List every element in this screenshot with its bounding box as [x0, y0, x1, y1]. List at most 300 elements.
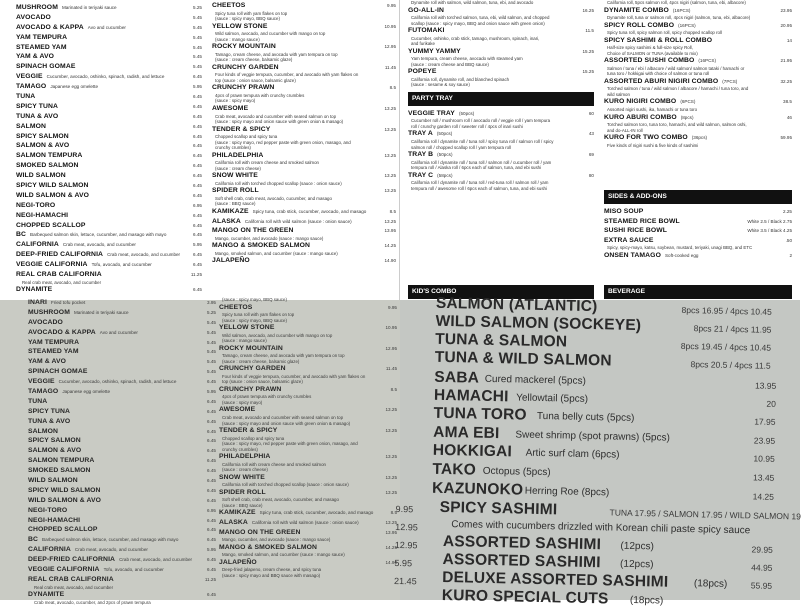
sashimi-name: HOKKIGAI	[432, 441, 513, 461]
item-name: SPINACH GOMAE	[16, 63, 76, 71]
menu-row	[16, 161, 202, 171]
item-price: 20.95	[780, 22, 792, 28]
item-name: WILD SALMON & AVO	[28, 496, 102, 504]
item-name: KURO NIGIRI COMBO	[604, 98, 677, 106]
sashimi-price: 8pcs 20.5 / 4pcs 11.5	[690, 359, 771, 371]
item-name: SALMON TEMPURA	[16, 152, 83, 160]
menu-item	[212, 208, 396, 217]
item-desc: California roll with wild salmon (sauce : onion sauce)	[251, 520, 359, 526]
item-sub-line: Mango, smoked salmon, and cucumber (sauce : mango sauce)	[215, 250, 338, 256]
item-head	[408, 130, 594, 139]
item-price: 15.25	[582, 69, 594, 75]
item-sub-line: and do-ALL-IN roll	[607, 127, 643, 133]
item-sub-line: Spicy tuna roll, spicy salmon roll, spicy chopped scallop roll	[607, 30, 722, 36]
item-desc: Soft-cooked egg	[664, 252, 699, 258]
item-name: WILD SALMON & AVO	[16, 191, 90, 199]
item-sub-line: California roll / dynamite roll / tuna roll / red-tuna roll / salmon roll / yam	[411, 180, 549, 186]
item-head	[212, 64, 396, 73]
item-name: BC	[28, 536, 39, 544]
item-sub-line: California roll, 5pcs salmon roll, 4pcs nigiri (salmon, tuna, ebi, albacore)	[607, 0, 746, 5]
item-name: SPICY SALMON	[16, 132, 69, 140]
menu-item	[212, 172, 396, 186]
item-sub-line: Assorted nigiri sushi, ika, hamachi or tuna toro	[607, 107, 698, 113]
item-name: REAL CRAB CALIFORNIA	[28, 575, 114, 583]
sashimi-price: 13.95	[754, 380, 777, 391]
item-price: 6.45	[207, 517, 216, 523]
item-name: CHEETOS	[219, 303, 253, 311]
item-sub-line: Five kinds of nigiri sushi & five kinds of sashimi	[607, 142, 699, 148]
menu-item	[219, 345, 397, 365]
item-name: TAMAGO	[28, 388, 59, 396]
item-price: 5.45	[193, 14, 202, 20]
sashimi-price: 55.95	[750, 580, 773, 591]
menu-item	[219, 544, 397, 558]
item-name: SNOW WHITE	[219, 473, 265, 481]
menu-row	[28, 590, 216, 600]
item-price: 13.25	[384, 188, 396, 194]
item-qty: (7PCS)	[722, 78, 738, 84]
menu-item	[212, 218, 396, 227]
menu-item	[604, 227, 792, 236]
item-head	[408, 68, 594, 77]
item-name: KAMIKAZE	[212, 207, 249, 215]
item-name: CRUNCHY PRAWN	[219, 385, 282, 393]
item-price: 5.45	[193, 24, 202, 30]
item-name: INARI	[28, 299, 48, 306]
edge-price: 12.95	[394, 539, 418, 551]
item-name: EXTRA SAUCE	[604, 236, 654, 244]
item-desc: Spicy tuna, crab stick, cucumber, avocado, and masago	[259, 510, 374, 516]
item-name: TUNA	[28, 397, 48, 405]
item-name: SALMON	[16, 122, 47, 130]
item-name: SPIDER ROLL	[219, 488, 266, 496]
menu-row	[28, 298, 216, 308]
menu-row	[28, 436, 216, 446]
item-head	[219, 406, 397, 415]
item-price: 11.45	[385, 366, 397, 372]
item-price: 60	[588, 110, 594, 116]
item-qty: (8pcs)	[680, 114, 694, 120]
sashimi-desc: (18pcs)	[629, 594, 664, 607]
item-name: MUSHROOM	[28, 308, 70, 316]
item-name: SPICY ROLL COMBO	[604, 21, 675, 29]
sashimi-list	[394, 294, 801, 608]
item-sub-line: Half-size spicy sashimi & full-size spicy Roll,	[607, 45, 693, 51]
menu-row	[28, 328, 216, 338]
item-price: 6.45	[207, 537, 216, 543]
edge-price: 9.95	[395, 503, 414, 515]
menu-item	[604, 114, 792, 134]
menu-item	[212, 152, 396, 172]
menu-row	[28, 427, 216, 437]
sashimi-price: TUNA 17.95 / SALMON 17.95 / WILD SALMON 19	[609, 507, 801, 522]
item-desc: Marinated in teriyaki sauce	[73, 309, 129, 315]
item-price: 13.25	[384, 218, 396, 224]
item-name: MANGO & SMOKED SALMON	[219, 543, 318, 551]
menu-item	[219, 474, 397, 488]
menu-row	[28, 516, 216, 526]
menu-item	[219, 365, 397, 385]
menu-row	[28, 308, 216, 318]
sashimi-name: TAKO	[432, 460, 477, 479]
menu-item	[604, 37, 792, 57]
item-price: 69	[588, 152, 594, 158]
menu-row	[28, 387, 216, 397]
item-price: White 3.5 / Black 4.25	[747, 228, 792, 234]
item-sub-line: Mango, cucumber, and avocado (sauce : mango sauce)	[215, 235, 324, 241]
item-price: 8.5	[390, 510, 397, 516]
item-name: ASSORTED SUSHI COMBO	[604, 57, 695, 65]
item-sub-line: roll / crunchy garden roll / sweeter roll / 4pcs of inari sushi	[411, 123, 523, 129]
item-name: SALMON TEMPURA	[28, 457, 95, 465]
item-name: YAM TEMPURA	[28, 338, 80, 346]
item-price: 13.25	[385, 520, 397, 526]
item-name: CRUNCHY GARDEN	[212, 63, 279, 71]
item-price: 13.25	[384, 152, 396, 158]
item-sub-line: tuna toro / hokkigai with choice of salmon or tuna roll	[607, 71, 710, 77]
item-sub-line: (sauce : cream cheese, balsamic glaze)	[215, 57, 293, 63]
menu-item	[408, 27, 594, 47]
menu-item	[604, 98, 792, 112]
item-name: SMOKED SALMON	[28, 467, 91, 475]
item-price: 5.95	[207, 389, 216, 395]
item-sub-line: California roll with torched chopped scallop (sauce : onion sauce)	[222, 482, 349, 488]
item-sub-line: California roll, dynamite roll, and blanched spinach	[411, 76, 510, 82]
item-sub-line: Mango, cucumber, and avocado (sauce : mango sauce)	[222, 537, 331, 543]
item-sub-line: Deep-fried jalapeno, cream cheese, and spicy tuna	[222, 567, 322, 573]
item-name: SNOW WHITE	[212, 172, 258, 180]
item-price: 6.45	[207, 468, 216, 474]
item-price: 6.45	[193, 183, 202, 189]
item-name: DYNAMITE	[16, 286, 53, 294]
item-price: 13.25	[384, 173, 396, 179]
item-desc: Crab meat, avocado, and cucumber	[107, 252, 181, 258]
item-sub-line: Yam tempura, cream cheese, avocado with steamed yam	[411, 56, 523, 62]
sashimi-desc: (12pcs)	[620, 540, 654, 553]
item-sub-line: 4pcs of prawn tempura with crunchy crumbles	[222, 394, 312, 400]
item-name: SUSHI RICE BOWL	[604, 227, 668, 235]
item-name: VEGGIE TRAY	[408, 109, 455, 117]
item-desc: Japanese egg omelette	[50, 84, 99, 90]
item-price: 3.95	[207, 300, 216, 305]
menu-item	[219, 406, 397, 426]
item-sub-line: (sauce : cream cheese and BBQ sauce)	[411, 61, 489, 67]
item-price: 5.25	[193, 5, 202, 10]
item-price: 6.45	[193, 143, 202, 149]
item-price: 32.25	[780, 78, 792, 84]
menu-item	[219, 519, 397, 528]
item-head	[212, 2, 396, 11]
item-sub-line: (sauce : spicy mayo, BBQ sauce)	[215, 16, 280, 22]
sashimi-desc: Octopus (5pcs)	[482, 465, 551, 479]
item-name: CHOPPED SCALLOP	[28, 526, 98, 534]
item-price: 10.95	[385, 325, 397, 331]
item-price: 6.45	[207, 557, 216, 563]
item-name: MANGO ON THE GREEN	[219, 528, 301, 536]
item-head	[212, 242, 396, 251]
item-sub-line: Mango, smoked salmon, and cucumber (sauce : mango sauce)	[222, 552, 345, 558]
item-name: TRAY A	[408, 130, 433, 138]
item-name: CRUNCHY PRAWN	[212, 84, 275, 92]
item-head	[219, 453, 397, 462]
menu-row	[28, 377, 216, 387]
menu-item	[408, 151, 594, 171]
menu-row	[16, 260, 202, 270]
item-desc: Cucumber, avocado, oshinko, spinach, radish, and lettuce	[46, 74, 165, 80]
item-name: AWESOME	[219, 406, 256, 414]
item-name: TRAY B	[408, 151, 434, 159]
item-desc: Spicy tuna, crab stick, cucumber, avocado, and masago	[252, 208, 367, 214]
item-sub-line: (sauce : cream cheese)	[222, 467, 268, 473]
item-sub-line: Spicy tuna roll with yam flakes on top	[222, 312, 295, 318]
sashimi-price: 44.95	[751, 562, 773, 573]
item-name: VEGGIE CALIFORNIA	[16, 261, 88, 269]
sashimi-name: ASSORTED SASHIMI	[442, 550, 601, 572]
item-name: WILD SALMON	[16, 172, 66, 180]
menu-row	[28, 486, 216, 496]
item-head	[219, 345, 397, 354]
menu-row	[28, 318, 216, 328]
menu-item	[219, 297, 397, 303]
item-name: SALMON & AVO	[28, 447, 82, 455]
item-name: TUNA & AVO	[28, 417, 71, 425]
menu-row	[16, 122, 202, 132]
item-name: MANGO ON THE GREEN	[212, 227, 294, 235]
item-name: PHILADELPHIA	[219, 453, 271, 461]
menu-row	[28, 417, 216, 427]
item-name: ALASKA	[219, 519, 248, 527]
item-name: KAMIKAZE	[219, 509, 256, 517]
maki-list-left	[16, 3, 202, 295]
item-head	[219, 529, 397, 538]
item-sub-line: Wild salmon, avocado, and cucumber with mango on top	[215, 31, 326, 37]
item-name: ASSORTED ABURI NIGIRI COMBO	[604, 77, 719, 85]
item-head	[604, 22, 792, 31]
item-price: 5.25	[207, 309, 216, 315]
item-name: AVOCADO & KAPPA	[28, 328, 96, 336]
menu-item	[408, 7, 594, 27]
item-sub-line: tempura roll / Alaska roll / 6pcs each of salmon, tuna, and ebi sushi	[411, 165, 542, 171]
menu-item	[604, 237, 792, 251]
item-price: 15.25	[582, 48, 594, 54]
item-name: WILD SALMON	[28, 477, 78, 485]
item-price: 11.25	[204, 576, 216, 582]
item-price: .50	[785, 237, 792, 243]
menu-row	[28, 506, 216, 516]
menu-row	[28, 466, 216, 476]
edge-price: 21.45	[394, 575, 417, 587]
sashimi-menu-photo	[394, 294, 801, 608]
menu-row	[16, 181, 202, 191]
item-sub-line: Crab meat, avocado and cucumber with seared salmon on top	[215, 113, 337, 119]
item-sub-line: crunchy crumbles)	[215, 145, 251, 151]
menu-row	[16, 151, 202, 161]
item-desc: Japanese egg omelette	[62, 389, 111, 395]
menu-item	[408, 130, 594, 150]
menu-item	[212, 187, 396, 207]
item-price: White 2.5 / Black 2.75	[747, 218, 792, 224]
menu-row	[16, 171, 202, 181]
item-price: 5.45	[193, 64, 202, 70]
menu-row	[28, 397, 216, 407]
sashimi-name: WILD SALMON (SOCKEYE)	[435, 312, 642, 335]
item-head	[604, 252, 792, 261]
item-price: 6.45	[207, 478, 216, 484]
item-head	[604, 237, 792, 246]
item-head	[604, 7, 792, 16]
item-price: 13.25	[385, 407, 397, 413]
item-sub-line: Chopped scallop and spicy tuna	[222, 435, 285, 441]
item-price: 6.45	[207, 428, 216, 434]
menu-item	[604, 208, 792, 217]
item-head	[408, 7, 594, 16]
menu-row	[16, 250, 202, 260]
sashimi-name: KAZUNOKO	[431, 479, 524, 499]
item-head	[212, 187, 396, 196]
item-price: 6.45	[207, 408, 216, 414]
sashimi-price: 8pcs 16.95 / 4pcs 10.45	[681, 304, 772, 317]
menu-row	[16, 270, 202, 280]
item-name: YELLOW STONE	[212, 22, 268, 30]
menu-row	[16, 13, 202, 23]
item-name: SPICY SALMON	[28, 437, 81, 445]
item-head	[212, 152, 396, 161]
item-price: 5.45	[207, 339, 216, 345]
sashimi-desc: Artic surf clam (6pcs)	[525, 447, 620, 461]
item-qty: (6PCS)	[680, 99, 696, 105]
item-sub-line: (sauce : BBQ sauce)	[215, 201, 256, 207]
item-price: 12.95	[385, 345, 397, 351]
menu-item	[219, 509, 397, 518]
sashimi-price: 13.45	[752, 472, 775, 483]
menu-row	[16, 240, 202, 250]
item-price: 6.45	[207, 448, 216, 454]
item-sub-line: top (sauce : onion sauce, balsamic glaze)	[222, 379, 303, 385]
item-price: 6.95	[193, 202, 202, 208]
item-desc: Crab meat, avocado, and cucumber	[119, 557, 193, 563]
item-price: 21.95	[780, 58, 792, 64]
item-price: 13.25	[384, 105, 396, 111]
item-sub-line: (sauce : sesame & soy sauce)	[411, 82, 470, 88]
rolls-continued	[408, 0, 594, 88]
item-sub-line: Four kinds of veggie tempura, cucumber, and avocado with yam flakes on	[215, 72, 359, 78]
item-name: CALIFORNIA	[28, 546, 71, 554]
item-name: BC	[16, 231, 27, 239]
item-name: DEEP-FRIED CALIFORNIA	[28, 556, 116, 564]
item-desc: Cucumber, avocado, oshinko, spinach, radish, and lettuce	[58, 379, 177, 385]
item-price: 14	[786, 37, 792, 43]
special-rolls-list	[212, 2, 396, 267]
item-sub-line: 4pcs of prawn tempura with crunchy crumbles	[215, 92, 305, 98]
sashimi-name: ASSORTED SASHIMI	[442, 532, 602, 554]
item-sub: Crab meat, avocado, cucumber, and 2pcs of prawn tempura	[34, 600, 151, 606]
item-sub-line: California roll with torched chopped scallop (sauce : onion sauce)	[215, 180, 342, 186]
menu-row	[16, 33, 202, 43]
item-sub-line: Salmon / tuna / ebi / albacore / wild salmon/ salmon tataki / hamachi or	[607, 65, 745, 71]
item-sub-line: salmon roll / chopped scallop roll / yam tempura roll	[411, 144, 512, 150]
menu-item	[219, 559, 397, 579]
menu-row	[16, 92, 202, 102]
item-price: 8.5	[390, 386, 397, 392]
menu-row	[28, 545, 216, 555]
sides-header: SIDES & ADD-ONS	[604, 190, 792, 204]
item-sub-line: Four kinds of veggie tempura, cucumber, and avocado with yam flakes on	[222, 373, 366, 379]
item-head	[212, 218, 396, 227]
menu-row	[16, 102, 202, 112]
item-name: SPINACH GOMAE	[28, 368, 88, 376]
item-name: DYNAMITE COMBO	[604, 6, 669, 14]
item-head	[212, 84, 396, 93]
item-sub-line: Soft shell crab, crab meat, avocado, cucumber, and masago	[215, 195, 332, 201]
item-name: KURO ABURI COMBO	[604, 113, 677, 121]
item-sub-line: (sauce : spicy mayo, BBQ sauce)	[222, 317, 287, 323]
item-price: 6.45	[193, 262, 202, 268]
item-head	[212, 23, 396, 32]
item-price: 11.45	[384, 64, 396, 70]
sashimi-price: 14.25	[752, 491, 775, 502]
item-head	[219, 544, 397, 553]
menu-item	[604, 252, 792, 261]
item-name: YAM & AVO	[16, 53, 55, 61]
item-sub-line: (sauce : cream cheese, balsamic glaze)	[222, 358, 300, 364]
item-name: NEGI-TORO	[28, 506, 68, 514]
item-price: 6.45	[207, 418, 216, 424]
menu-row	[28, 347, 216, 357]
item-sub-line: top (sauce : onion sauce, balsamic glaze)	[215, 77, 296, 83]
item-name: SPICY SASHIMI & ROLL COMBO	[604, 36, 713, 44]
item-price: 6.45	[193, 252, 202, 258]
menu-row	[16, 211, 202, 221]
item-sub-line: and furikake	[411, 41, 435, 47]
item-price: 6.45	[193, 192, 202, 198]
item-sub-line: crunchy crumbles)	[222, 446, 258, 452]
menu-row	[16, 141, 202, 151]
item-sub-line: wild salmon	[607, 91, 630, 97]
item-head	[408, 151, 594, 160]
item-price: 5.45	[207, 359, 216, 365]
item-head	[219, 304, 397, 313]
item-name: MANGO & SMOKED SALMON	[212, 242, 311, 250]
sashimi-name: SALMON (ATLANTIC)	[435, 294, 598, 316]
item-sub-line: Chopped scallop and spicy tuna	[215, 134, 278, 140]
item-desc: California roll with wild salmon (sauce : onion sauce)	[244, 218, 352, 224]
sashimi-name: TUNA & WILD SALMON	[434, 348, 612, 370]
item-head	[604, 37, 792, 46]
item-name: AVOCADO & KAPPA	[16, 23, 84, 31]
item-sub-line: California roll with torched salmon, tuna, ebi, wild salmon, and chopped	[411, 15, 550, 21]
menu-row	[28, 555, 216, 565]
sashimi-desc: (12pcs)	[619, 558, 654, 571]
item-name: FUTOMAKI	[408, 27, 445, 35]
item-sub-line: Soft shell crab, crab meat, avocado, cucumber, and masago	[222, 497, 339, 503]
item-qty: (16PCS)	[678, 22, 696, 28]
item-sub-line: (sauce : spicy mayo, BBQ sauce)	[222, 297, 287, 302]
menu-item	[219, 427, 397, 452]
item-name: MUSHROOM	[16, 4, 58, 11]
item-name: DEEP-FRIED CALIFORNIA	[16, 251, 104, 259]
menu-row	[16, 23, 202, 33]
menu-item	[219, 489, 397, 509]
item-sub-line: Spicy, spicy-mayo, katsu, soybean, mustard, teriyaki, unagi BBQ, and ETC	[607, 245, 753, 251]
menu-item	[212, 227, 396, 241]
item-name: VEGGIE	[16, 73, 43, 81]
item-price: 13.25	[385, 489, 397, 495]
item-name: STEAMED YAM	[16, 43, 67, 51]
item-head	[212, 43, 396, 52]
item-sub-line: California roll / dynamite roll / tuna roll / salmon roll / cucumber roll / yam	[411, 159, 552, 165]
item-name: CHEETOS	[212, 2, 246, 9]
sashimi-price: 8pcs 19.45 / 4pcs 10.45	[680, 340, 772, 353]
